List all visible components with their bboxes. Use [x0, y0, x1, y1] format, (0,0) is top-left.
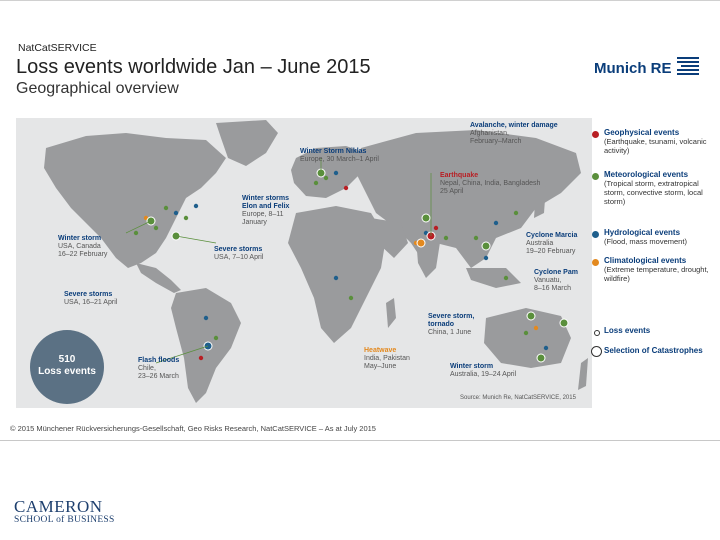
callout-severe-storms-april16: Severe storms USA, 16–21 April — [64, 291, 118, 306]
callout-cyclone-pam: Cyclone Pam Vanuatu, 8–16 March — [534, 269, 578, 292]
meteorological-dot-icon — [592, 173, 599, 180]
cameron-logo-subtitle: SCHOOL of BUSINESS — [14, 515, 115, 525]
copyright-note: © 2015 Münchener Rückversicherungs-Gesellschaft, Geo Risks Research, NatCatSERVICE – As at July 2015 — [10, 424, 376, 433]
brand-label: NatCatSERVICE — [18, 42, 97, 54]
page-subtitle: Geographical overview — [16, 80, 179, 97]
geophysical-dot-icon — [592, 131, 599, 138]
callout-cyclone-marcia: Cyclone Marcia Australia 19–20 February — [526, 232, 578, 255]
loss-events-badge — [30, 330, 104, 404]
callout-winter-storm-australia: Winter storm Australia, 19–24 April — [450, 363, 517, 378]
hydrological-dot-icon — [592, 231, 599, 238]
callout-heatwave: Heatwave India, Pakistan May–June — [364, 347, 410, 370]
callout-winter-storms-elon-felix: Winter storms Elon and Felix Europe, 8–11 January — [242, 195, 290, 226]
top-divider — [0, 0, 720, 1]
company-name: Munich RE — [594, 60, 672, 77]
callout-winter-storm-usa: Winter storm USA, Canada 16–22 February — [58, 235, 108, 258]
slide: NatCatSERVICE Loss events worldwide Jan – June 2015 Geographical overview Munich RE Winter Storm Niklas Europe, 30 March–1 April Avalanche, winter damage Afghanistan, February–March Earthquake Nepal, China, India, Bangladesh 25 April Winter storms Elon and Felix Europe, 8–11 January Winter storm USA, Canada 16–22 February Severe storms USA, 7–10 April Severe storms USA, 16–21 April Cyclone Marcia Australia 19–20 February Cyclone Pam Vanuatu, 8–16 March Severe storm, tornado China, 1 June Heatwave India, Pakistan May–June Flash floods Chile, 23–26 March Winter storm Australia, 19–24 April 510 Loss events Source: Munich Re, NatCatSERVICE, 2015 Geophysical events (Earthquake, tsunami, volcanic activity) Meteorological events (Tropical storm, extratropical storm, convective storm, local storm) Hydrological events (Flood, mass movement) Climatological events (Extreme temperature, drought, wildfire) Loss events Selection of Catastrophes © 2015 Münchener Rückversicherungs-Gesellschaft, Geo Risks Research, NatCatSERVICE – As at July 2015 — [0, 0, 720, 441]
climatological-dot-icon — [592, 259, 599, 266]
page-title: Loss events worldwide Jan – June 2015 — [16, 56, 371, 78]
callout-earthquake: Earthquake Nepal, China, India, Bangladesh 25 April — [440, 172, 541, 195]
callout-flash-floods: Flash floods Chile, 23–26 March — [138, 357, 180, 380]
source-note: Source: Munich Re, NatCatSERVICE, 2015 — [460, 395, 576, 401]
loss-events-label: Loss events — [38, 366, 96, 377]
loss-events-count: 510 — [58, 354, 76, 365]
munich-re-logo-icon — [677, 55, 699, 77]
catastrophe-circle-icon — [591, 346, 602, 357]
cameron-logo-title: CAMERON — [14, 497, 103, 516]
callout-severe-storm-china: Severe storm, tornado China, 1 June — [428, 313, 475, 336]
callout-severe-storms-april7: Severe storms USA, 7–10 April — [214, 246, 264, 261]
loss-event-dot-icon — [594, 330, 600, 336]
callout-avalanche: Avalanche, winter damage Afghanistan, February–March — [470, 122, 558, 145]
callout-winter-storm-niklas: Winter Storm Niklas Europe, 30 March–1 April — [300, 148, 379, 163]
